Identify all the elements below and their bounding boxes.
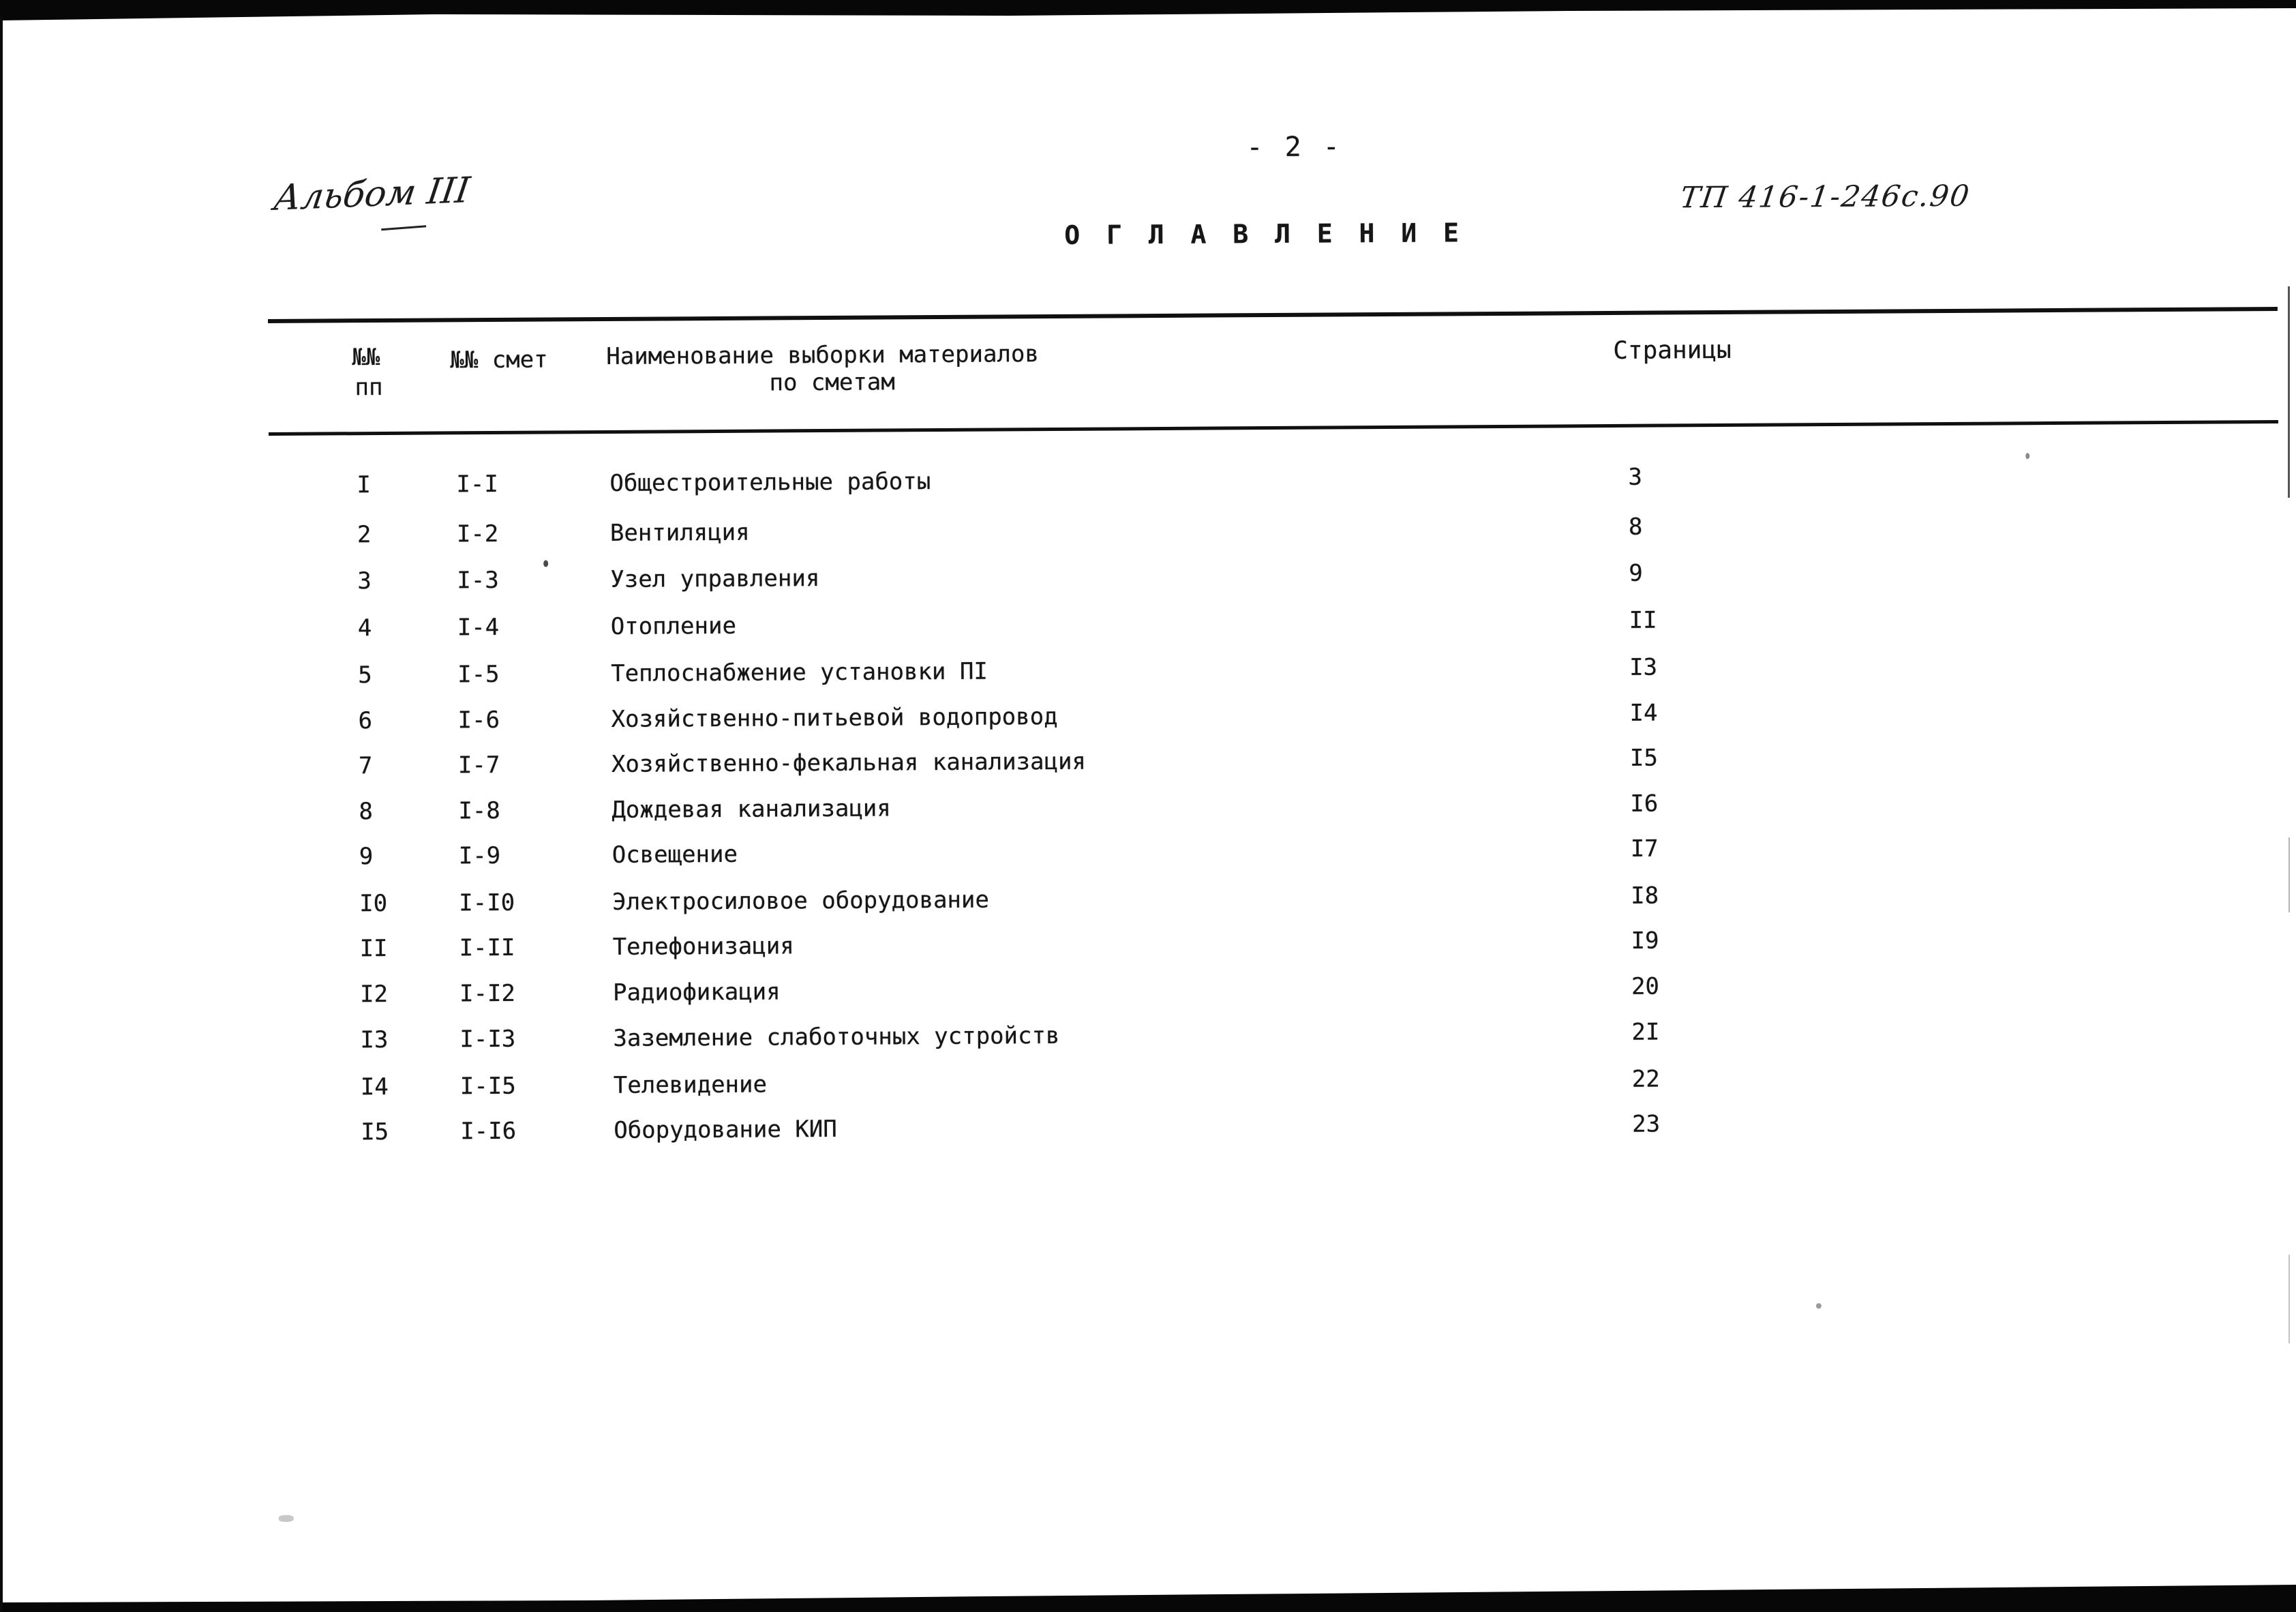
row-page: I4 xyxy=(1629,699,1658,727)
row-number: I4 xyxy=(360,1073,389,1101)
row-title: Теплоснабжение установки ПI xyxy=(611,657,988,687)
row-page: I9 xyxy=(1631,927,1659,955)
row-title: Отопление xyxy=(610,612,737,640)
row-number: I3 xyxy=(360,1026,389,1054)
row-page: I6 xyxy=(1630,790,1659,818)
album-underline-stroke xyxy=(381,225,426,230)
row-title: Узел управления xyxy=(610,565,820,593)
table-header-rule-top xyxy=(268,307,2278,323)
row-smeta: I-4 xyxy=(457,613,500,642)
row-page: I8 xyxy=(1631,882,1659,910)
row-number: 6 xyxy=(358,707,373,735)
column-header-name: Наименование выборки материалов xyxy=(606,340,1040,370)
row-number: 4 xyxy=(357,614,372,642)
row-smeta: I-I xyxy=(456,470,499,498)
page-title: О Г Л А В Л Е Н И Е xyxy=(1064,218,1465,250)
column-header-name-line2: по сметам xyxy=(769,368,895,397)
row-page: 22 xyxy=(1631,1065,1660,1093)
row-smeta: I-9 xyxy=(458,841,501,870)
column-header-row-number-line2: пп xyxy=(354,373,383,402)
row-smeta: I-3 xyxy=(457,566,499,595)
row-page: I7 xyxy=(1630,835,1659,863)
row-title: Радиофикация xyxy=(612,978,781,1006)
row-number: II xyxy=(359,934,388,963)
scan-speck xyxy=(2025,453,2029,459)
row-page: 8 xyxy=(1628,513,1643,541)
row-number: 9 xyxy=(359,843,374,871)
row-page: 23 xyxy=(1632,1110,1661,1138)
row-page: 3 xyxy=(1628,463,1643,491)
row-smeta: I-I6 xyxy=(460,1117,517,1146)
row-smeta: I-2 xyxy=(456,520,499,548)
row-page: II xyxy=(1629,606,1657,634)
row-number: 3 xyxy=(357,567,372,595)
row-page: I5 xyxy=(1629,744,1659,772)
row-number: 7 xyxy=(358,752,373,780)
column-header-smeta-number: №№ смет xyxy=(450,346,548,374)
row-smeta: I-I0 xyxy=(459,889,515,917)
row-title: Заземление слаботочных устройств xyxy=(613,1021,1060,1052)
row-title: Общестроительные работы xyxy=(609,468,931,497)
table-row xyxy=(1,460,2296,518)
row-smeta: I-I2 xyxy=(459,979,516,1008)
row-page: 9 xyxy=(1629,559,1643,587)
scanner-edge-right xyxy=(2288,286,2290,498)
row-title: Телефонизация xyxy=(612,932,794,961)
scan-speck xyxy=(543,561,548,567)
row-smeta: I-5 xyxy=(457,660,500,689)
row-number: I5 xyxy=(361,1118,389,1146)
row-smeta: I-7 xyxy=(457,751,500,779)
row-number: 8 xyxy=(359,798,374,826)
row-title: Хозяйственно-питьевой водопровод xyxy=(611,702,1058,733)
row-smeta: I-I3 xyxy=(459,1025,516,1054)
row-smeta: I-I5 xyxy=(459,1072,516,1101)
row-number: I xyxy=(357,471,372,499)
row-smeta: I-II xyxy=(459,934,515,962)
row-smeta: I-6 xyxy=(457,706,500,734)
row-title: Вентиляция xyxy=(609,518,750,547)
row-smeta: I-8 xyxy=(458,796,500,825)
row-page: I3 xyxy=(1629,653,1658,681)
row-number: 2 xyxy=(357,521,372,549)
row-title: Электросиловое оборудование xyxy=(612,886,990,916)
row-page: 2I xyxy=(1631,1018,1660,1046)
row-title: Дождевая канализация xyxy=(611,794,891,824)
row-title: Освещение xyxy=(611,840,738,869)
row-title: Телевидение xyxy=(613,1071,768,1099)
row-number: 5 xyxy=(358,661,372,689)
row-title: Хозяйственно-фекальная канализация xyxy=(611,747,1087,778)
document-code-handwritten: ТП 416-1-246с.90 xyxy=(1678,179,1973,215)
column-header-pages: Страницы xyxy=(1613,335,1732,365)
album-handwritten-note: Альбом III xyxy=(271,170,472,219)
table-header-rule-bottom xyxy=(269,420,2278,436)
row-page: 20 xyxy=(1631,972,1660,1000)
scanner-edge-right xyxy=(2289,837,2290,912)
row-number: I0 xyxy=(359,889,388,918)
row-number: I2 xyxy=(359,980,389,1009)
row-title: Оборудование КИП xyxy=(614,1115,837,1144)
column-header-row-number: №№ xyxy=(352,344,380,372)
scanner-edge-left xyxy=(0,16,3,1612)
scan-speck xyxy=(279,1515,294,1522)
scan-speck xyxy=(1816,1303,1822,1309)
page-number: - 2 - xyxy=(1246,131,1343,164)
scanner-edge-right xyxy=(2289,1255,2290,1343)
